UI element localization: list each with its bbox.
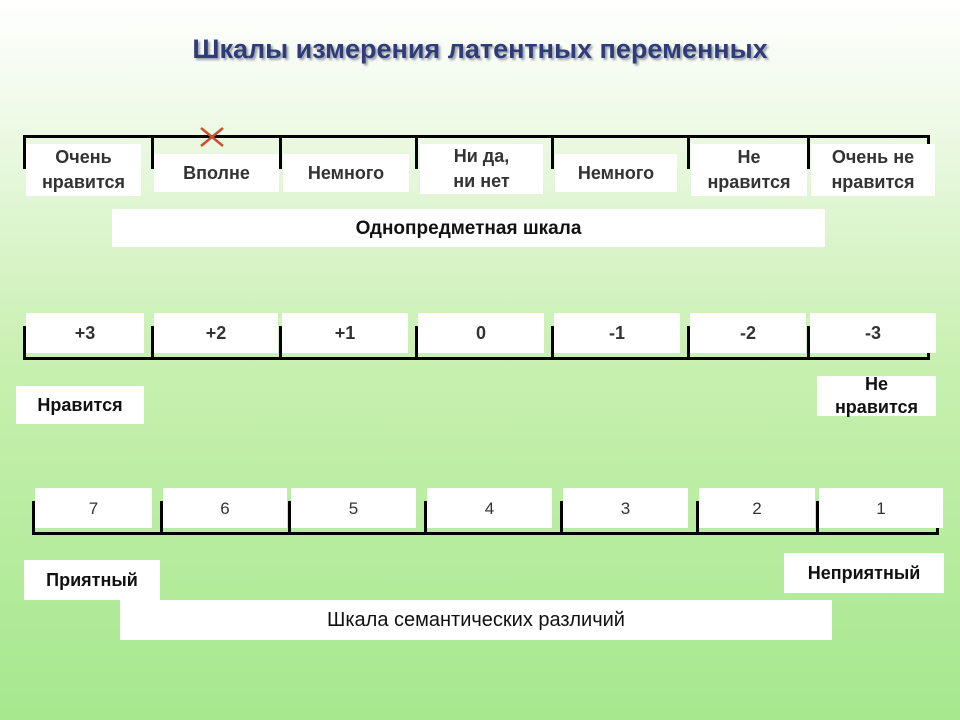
scale1-tick-5 bbox=[687, 135, 690, 169]
scale3-value: 4 bbox=[427, 488, 552, 528]
scale2-value: -2 bbox=[690, 313, 806, 353]
scale3-value: 7 bbox=[35, 488, 152, 528]
scale3-left-pole-label: Приятный bbox=[24, 560, 160, 600]
scale3-name-label: Шкала семантических различий bbox=[120, 600, 832, 640]
scale1-option-label: Очень не bbox=[831, 147, 915, 167]
scale1-option-very-dislike bbox=[811, 144, 935, 196]
scale1-axis-line bbox=[23, 135, 930, 138]
scale1-name-label: Однопредметная шкала bbox=[112, 209, 825, 247]
scale1-option-very-like bbox=[26, 144, 141, 196]
scale2-right-pole-label-line: нравится bbox=[834, 397, 919, 417]
scale1-option-somewhat-dislike bbox=[555, 154, 677, 192]
scale2-value: 0 bbox=[418, 313, 544, 353]
selected-cross-mark-icon bbox=[198, 126, 226, 148]
scale3-value: 2 bbox=[699, 488, 815, 528]
page-title: Шкалы измерения латентных переменных bbox=[192, 34, 768, 64]
scale1-tick-4 bbox=[551, 135, 554, 169]
scale2-left-pole-label: Нравится bbox=[16, 386, 144, 424]
scale1-option-label: Немного bbox=[577, 162, 655, 183]
scale2-value: +3 bbox=[26, 313, 144, 353]
scale1-option-quite bbox=[154, 154, 279, 192]
scale2-right-pole-label bbox=[817, 376, 936, 416]
scale1-tick-3 bbox=[415, 135, 418, 169]
scale1-tick-2 bbox=[279, 135, 282, 169]
scale2-axis-line bbox=[23, 357, 930, 360]
scale2-right-pole-label-line: Не bbox=[864, 374, 888, 394]
scale1-option-label: Ни да, bbox=[453, 146, 510, 166]
scale1-option-label: Очень bbox=[55, 147, 112, 167]
scale1-option-label: нравится bbox=[41, 172, 126, 192]
scale3-value: 3 bbox=[563, 488, 688, 528]
scale1-tick-6 bbox=[807, 135, 810, 169]
scale2-value: +1 bbox=[282, 313, 408, 353]
scale3-right-pole-label: Неприятный bbox=[784, 553, 944, 593]
scale1-option-dislike bbox=[691, 144, 807, 196]
scale1-option-label: Вполне bbox=[183, 162, 250, 183]
scale3-value: 1 bbox=[819, 488, 943, 528]
scale3-axis-line bbox=[32, 532, 939, 535]
scale1-option-label: Немного bbox=[307, 162, 385, 183]
scale2-value: -3 bbox=[810, 313, 936, 353]
scale1-option-label: Не bbox=[737, 147, 761, 167]
scale3-value: 6 bbox=[163, 488, 287, 528]
scale2-value: +2 bbox=[154, 313, 278, 353]
scale1-option-neutral bbox=[420, 144, 543, 194]
scale1-option-label: нравится bbox=[831, 172, 915, 192]
scale1-option-label: нравится bbox=[707, 172, 791, 192]
scale1-option-label: ни нет bbox=[453, 171, 510, 191]
scale1-option-somewhat-like bbox=[283, 154, 409, 192]
scale3-value: 5 bbox=[291, 488, 416, 528]
scale2-value: -1 bbox=[554, 313, 680, 353]
